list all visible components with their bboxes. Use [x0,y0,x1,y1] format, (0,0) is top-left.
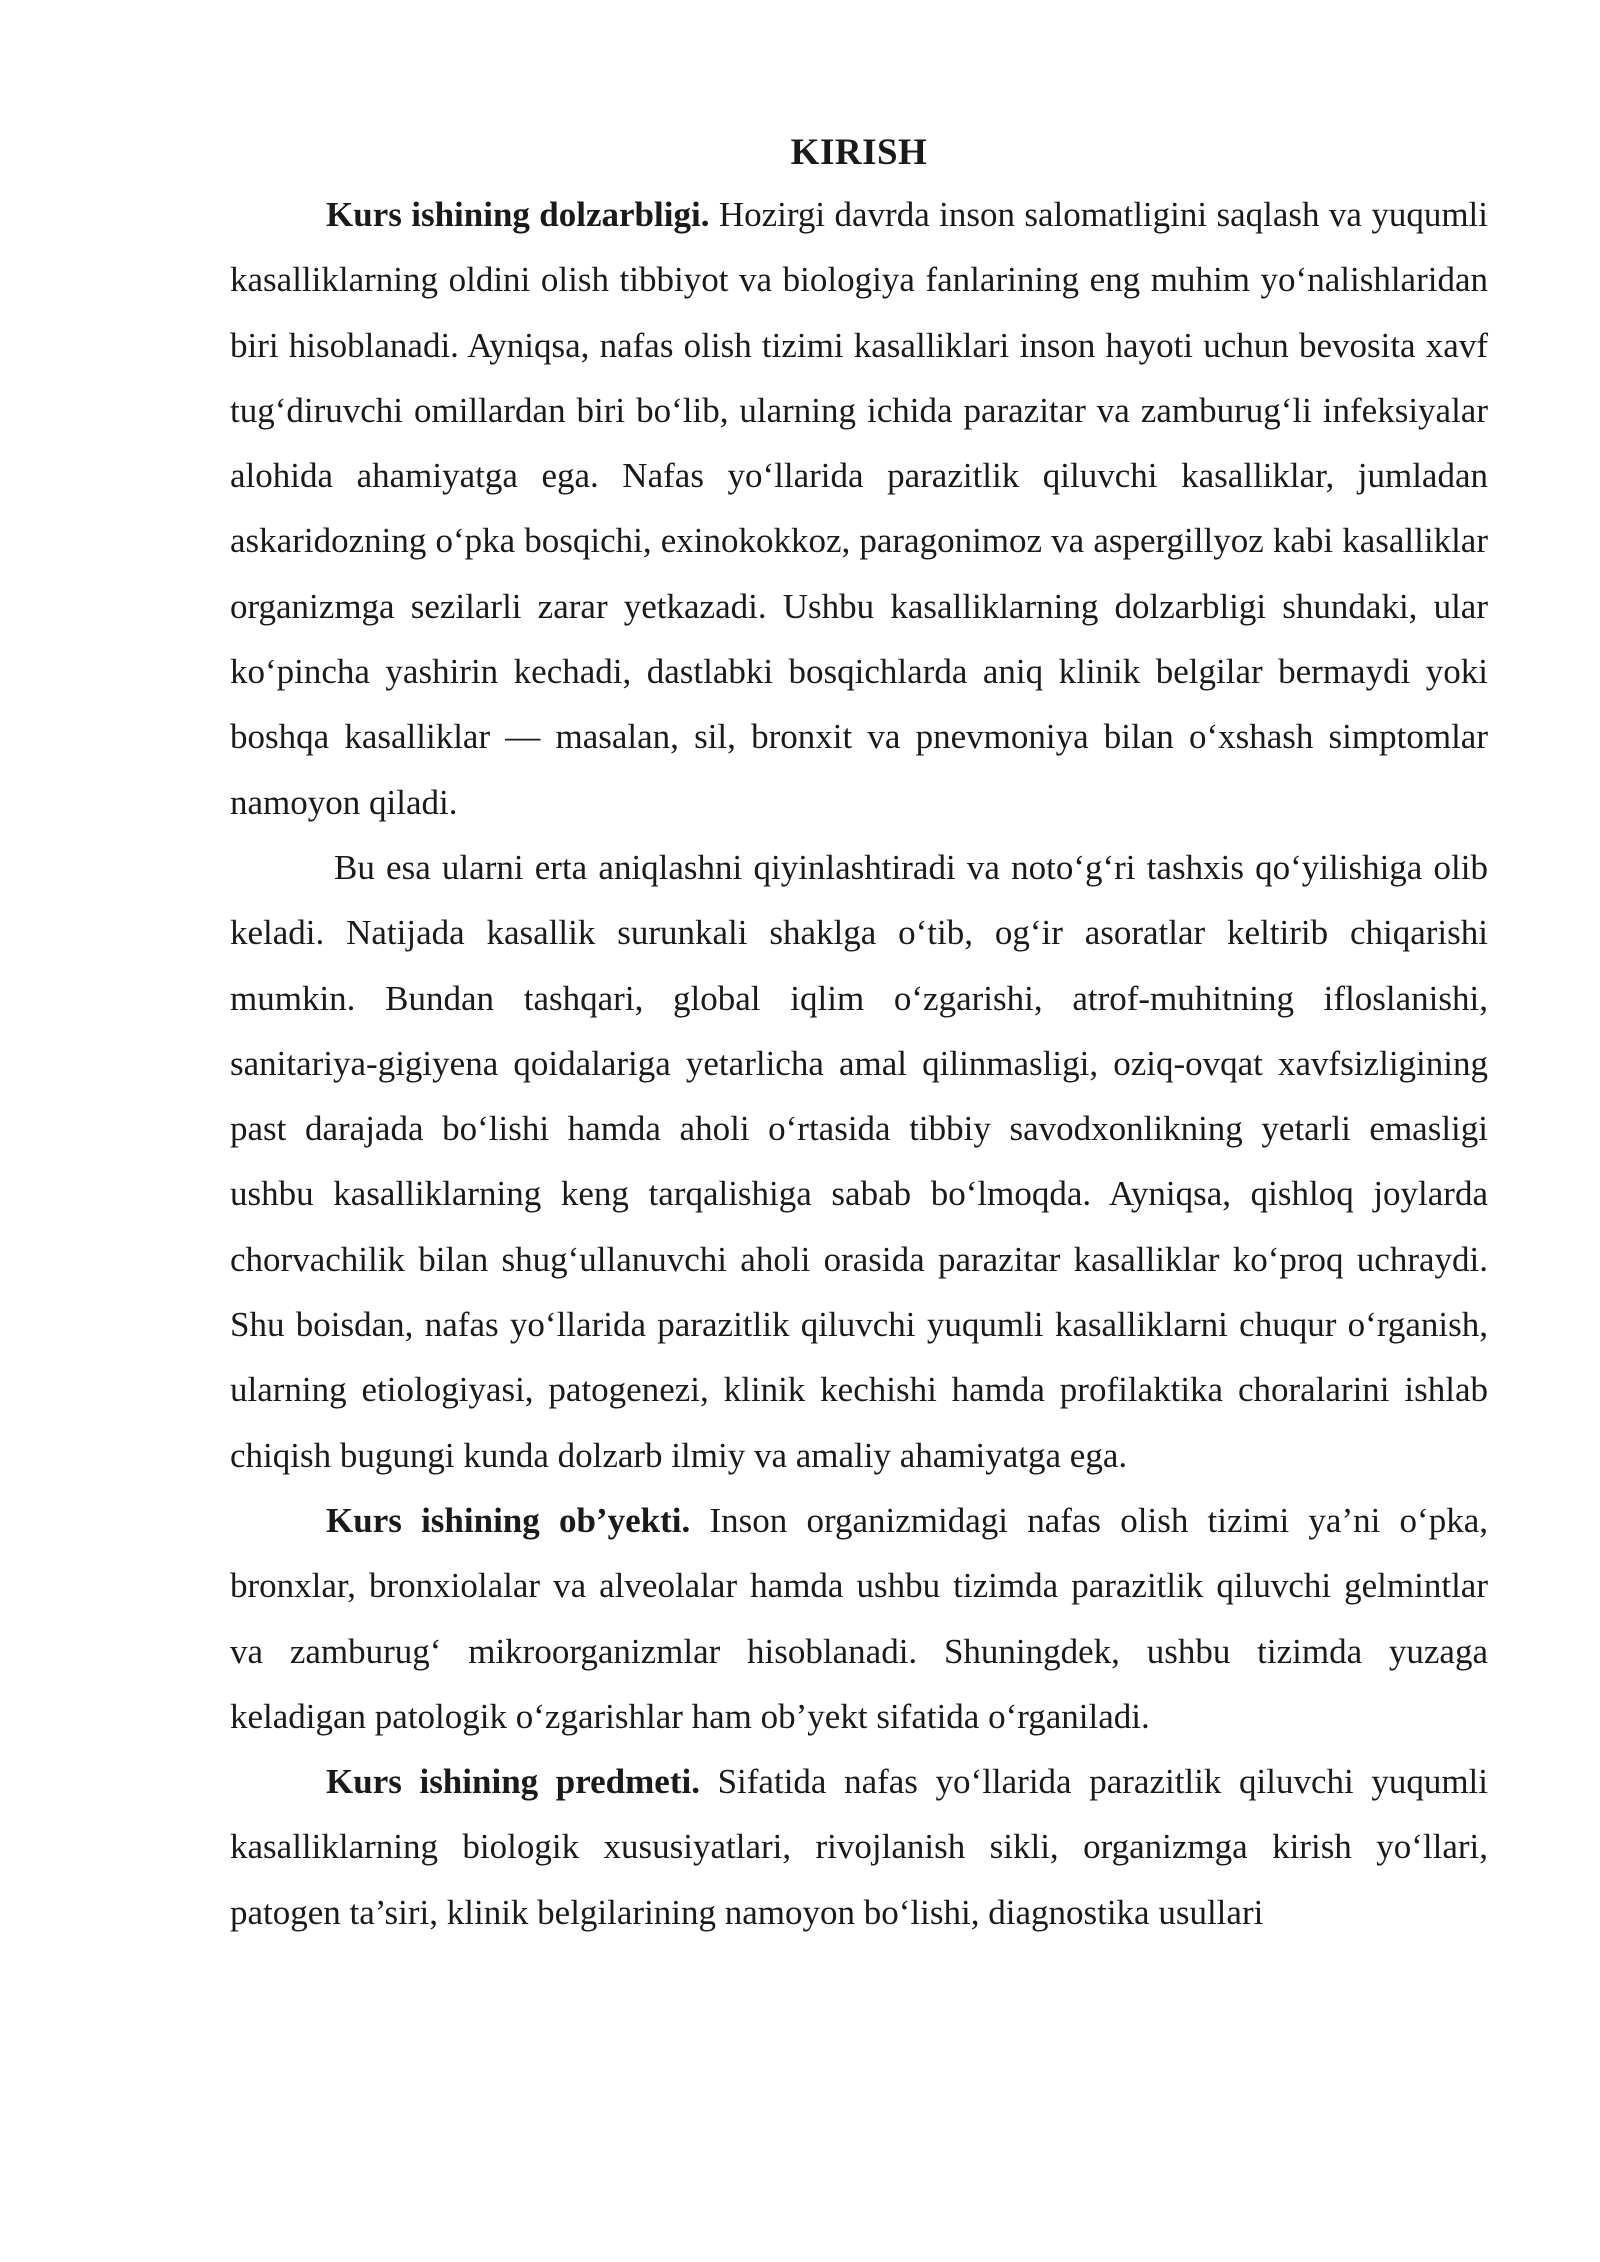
paragraph-text-continuation: Bu esa ularni erta aniqlashni qiyinlashtiradi va noto‘g‘ri tashxis qo‘yilishiga olib keladi. Natijada kasallik surunkali shaklga o‘tib, og‘ir asoratlar keltirib chiqarishi mumkin. Bundan tashqari, global iqlim o‘zgarishi, atrof-muhitning ifloslanishi, sanitariya-gigiyena qoidalariga yetarlicha amal qilinmasligi, oziq-ovqat xavfsizligining past darajada bo‘lishi hamda aholi o‘rtasida tibbiy savodxonlikning yetarli emasligi ushbu kasalliklarning keng tarqalishiga sabab bo‘lmoqda. Ayniqsa, qishloq joylarda chorvachilik bilan shug‘ullanuvchi aholi orasida parazitar kasalliklar ko‘proq uchraydi. Shu boisdan, nafas yo‘llarida parazitlik qiluvchi yuqumli kasalliklarni chuqur o‘rganish, ularning etiologiyasi, patogenezi, klinik kechishi hamda profilaktika choralarini ishlab chiqish bugungi kunda dolzarb ilmiy va amaliy ahamiyatga ega. [230,847,1488,1475]
paragraph-lead-predmeti: Kurs ishining predmeti. [326,1762,700,1802]
paragraph-text-predmeti: Sifatida nafas yo‘llarida parazitlik qiluvchi yuqumli kasalliklarning biologik xususiyatlari, rivojlanish sikli, organizmga kirish yo‘llari, patogen ta’siri, klinik belgilarining namoyon bo‘lishi, diagnostika usullari [230,1762,1488,1932]
paragraph-lead-dolzarbligi: Kurs ishining dolzarbligi. [326,195,710,234]
paragraph-text-dolzarbligi: Hozirgi davrda inson salomatligini saqlash va yuqumli kasalliklarning oldini olish tibbiyot va biologiya fanlarining eng muhim yo‘nalishlaridan biri hisoblanadi. Ayniqsa, nafas olish tizimi kasalliklari inson hayoti uchun bevosita xavf tug‘diruvchi omillardan biri bo‘lib, ularning ichida parazitar va zamburug‘li infeksiyalar alohida ahamiyatga ega. Nafas yo‘llarida parazitlik qiluvchi kasalliklar, jumladan askaridozning o‘pka bosqichi, exinokokkoz, paragonimoz va aspergillyoz kabi kasalliklar organizmga sezilarli zarar yetkazadi. Ushbu kasalliklarning dolzarbligi shundaki, ular ko‘pincha yashirin kechadi, dastlabki bosqichlarda aniq klinik belgilar bermaydi yoki boshqa kasalliklar — masalan, sil, bronxit va pnevmoniya bilan o‘xshash simptomlar namoyon qiladi. [230,195,1488,822]
paragraph-predmeti [230,1749,1488,1945]
document-title: KIRISH [790,132,928,173]
document-page [230,128,1488,1945]
paragraph-dolzarbligi [230,182,1488,835]
paragraph-continuation [230,835,1488,1488]
paragraph-obyekti [230,1488,1488,1749]
paragraph-text-obyekti: Inson organizmidagi nafas olish tizimi ya’ni o‘pka, bronxlar, bronxiolalar va alveolalar hamda ushbu tizimda parazitlik qiluvchi gelmintlar va zamburug‘ mikroorganizmlar hisoblanadi. Shuningdek, ushbu tizimda yuzaga keladigan patologik o‘zgarishlar ham ob’yekt sifatida o‘rganiladi. [230,1500,1488,1736]
paragraph-lead-obyekti: Kurs ishining ob’yekti. [326,1500,691,1540]
